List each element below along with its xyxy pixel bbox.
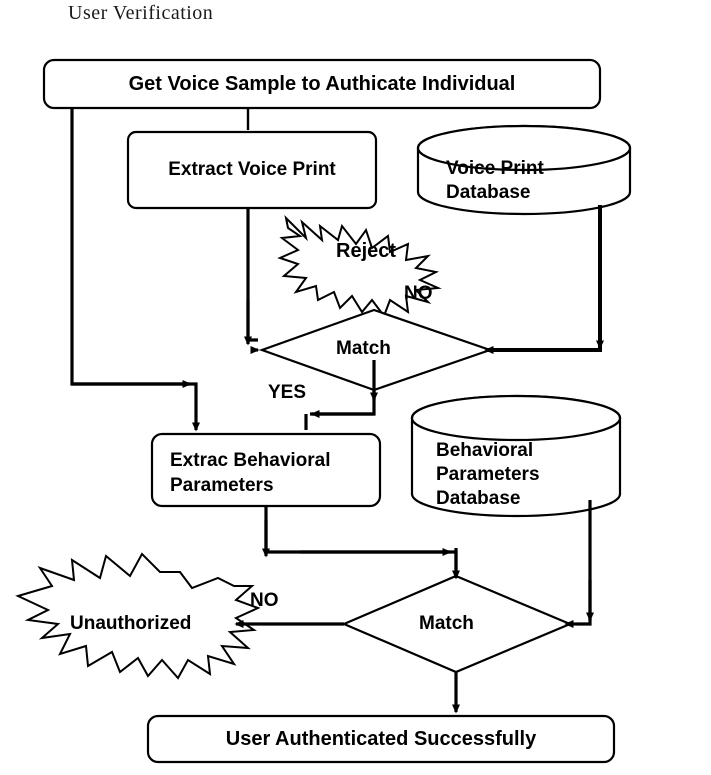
node-match-2: Match	[419, 613, 474, 634]
node-match-1: Match	[336, 338, 391, 359]
edge-label-no-lower: NO	[250, 590, 279, 611]
edge-label-no-upper: NO	[404, 283, 433, 304]
node-reject: Reject	[336, 240, 397, 262]
node-behavioral-db-line1: Behavioral	[436, 440, 534, 461]
edge-label-yes: YES	[268, 382, 307, 403]
node-get-voice-sample: Get Voice Sample to Authicate Individual	[128, 72, 516, 95]
node-behavioral-db-line3: Database	[436, 488, 521, 509]
page-title: User Verification	[68, 2, 214, 24]
node-extract-voice-print: Extract Voice Print	[168, 159, 336, 180]
node-extract-behavioral-line2: Parameters	[170, 475, 274, 496]
node-voice-print-db-line1: Voice Print	[446, 158, 544, 179]
node-extract-behavioral-line1: Extrac Behavioral	[170, 450, 331, 471]
node-behavioral-db-line2: Parameters	[436, 464, 540, 485]
node-voice-print-db-line2: Database	[446, 182, 531, 203]
node-final-success: User Authenticated Successfully	[225, 727, 537, 750]
node-unauthorized: Unauthorized	[70, 613, 192, 634]
